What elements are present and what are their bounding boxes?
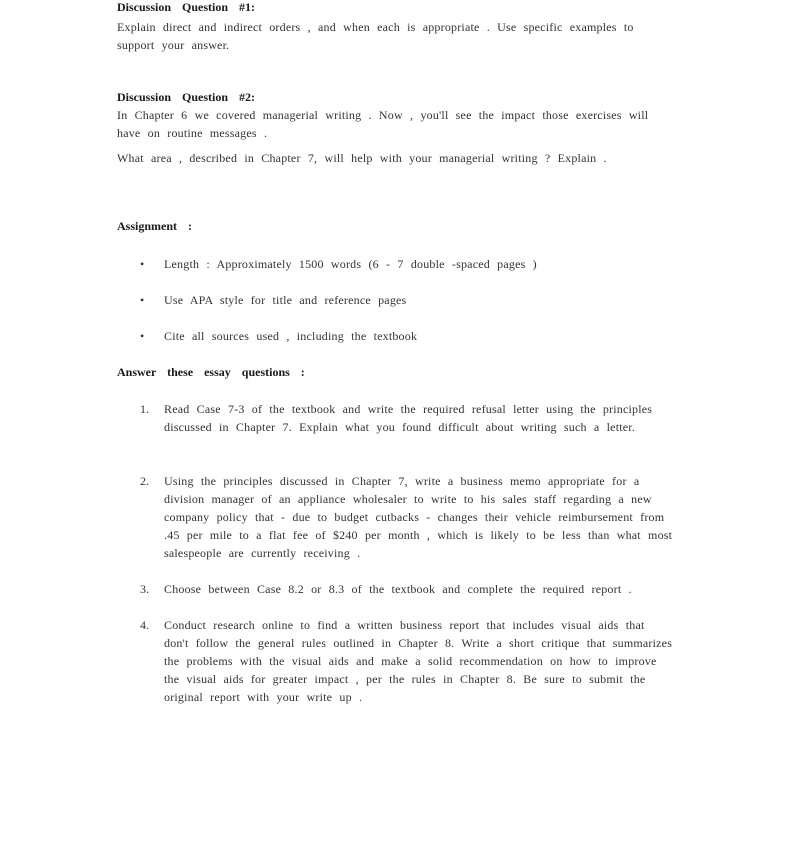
bullet-icon: • [140,329,145,343]
essay-question-number: 1. [140,402,149,416]
bullet-icon: • [140,257,145,271]
discussion-question-2 [117,90,677,167]
answer-heading: Answer these essay questions : [117,365,305,379]
discussion-question-1-heading: Discussion Question #1: [117,0,256,14]
essay-question-number: 2. [140,474,149,488]
bullet-text: Length : Approximately 1500 words (6 - 7 double -spaced pages ) [164,257,537,271]
assignment-heading: Assignment : [117,219,193,233]
discussion-question-1-text: Explain direct and indirect orders , and when each is appropriate . Use specific examples to support your answer. [117,20,634,52]
assignment-section [117,219,677,234]
essay-question-text: Conduct research online to find a written business report that includes visual aids that don't follow the general rules outlined in Chapter 8. Write a short critique that summarizes the problems with the visual aids and make a solid recommendation on how to improve the visual aids for greater impact , per the rules in Chapter 8. Be sure to submit the original report with your write up . [164,618,673,704]
discussion-question-2-heading: Discussion Question #2: [117,90,256,104]
discussion-question-1 [117,0,677,54]
discussion-question-2-followup: What area , described in Chapter 7, will help with your managerial writing ? Explain . [117,151,607,165]
essay-question-number: 4. [140,618,149,632]
essay-question-text: Using the principles discussed in Chapter 7, write a business memo appropriate for a division manager of an appliance wholesaler to write to his sales staff regarding a new company policy that - due to budget cutbacks - changes their vehicle reimbursement from .45 per mile to a flat fee of $240 per month , which is likely to be less than what most salespeople are currently receiving . [164,474,673,560]
bullet-text: Use APA style for title and reference pages [164,293,407,307]
essay-question-number: 3. [140,582,149,596]
essay-question-text: Choose between Case 8.2 or 8.3 of the textbook and complete the required report . [164,582,632,596]
discussion-question-2-text: In Chapter 6 we covered managerial writing . Now , you'll see the impact those exercises will have on routine messages . [117,108,649,140]
answer-section [117,365,677,380]
bullet-text: Cite all sources used , including the textbook [164,329,418,343]
essay-question-text: Read Case 7-3 of the textbook and write the required refusal letter using the principles discussed in Chapter 7. Explain what you found difficult about writing such a letter. [164,402,653,434]
bullet-icon: • [140,293,145,307]
